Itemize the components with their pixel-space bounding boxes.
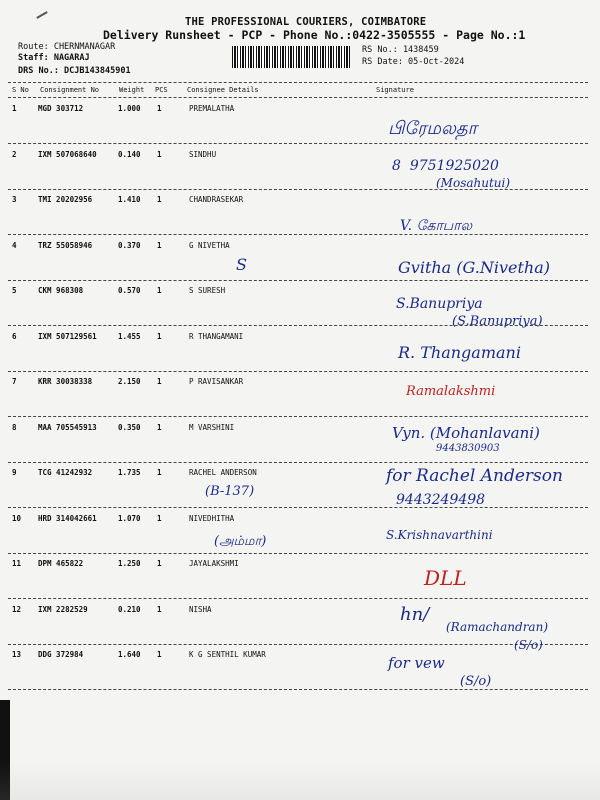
row-consignment-no: KRR 30038338 <box>38 377 93 386</box>
staff-label: Staff: NAGARAJ <box>18 53 90 63</box>
row-consignee: PREMALATHA <box>189 104 235 113</box>
row-divider <box>8 234 588 235</box>
row-divider <box>8 371 588 372</box>
row-weight: 0.570 <box>118 286 141 295</box>
row-consignment-no: TMI 20202956 <box>38 195 93 204</box>
row-consignee: CHANDRASEKAR <box>189 195 244 204</box>
row-pcs: 1 <box>157 513 162 523</box>
scan-mark <box>36 11 47 19</box>
row-divider <box>8 280 588 281</box>
row-sno: 8 <box>12 422 17 432</box>
row-pcs: 1 <box>157 286 162 295</box>
row-divider <box>8 598 588 599</box>
row-consignee: SINDHU <box>189 149 217 159</box>
header-divider-bottom <box>8 97 588 98</box>
row-pcs: 1 <box>157 468 162 477</box>
row-consignee: G NIVETHA <box>189 240 230 250</box>
row-pcs: 1 <box>157 240 162 250</box>
row-pcs: 1 <box>157 422 162 432</box>
signature-2-name: (Mosahutui) <box>436 176 511 190</box>
company-title: THE PROFESSIONAL COURIERS, COIMBATORE <box>185 16 427 28</box>
barcode <box>232 46 350 68</box>
header-divider-top <box>8 82 588 83</box>
signature-5: S.Banupriya <box>396 296 483 312</box>
row-consignee: K G SENTHIL KUMAR <box>189 650 266 659</box>
signature-2-phone: 9751925020 <box>409 158 499 174</box>
signature-2: 8 9751925020 <box>392 158 499 174</box>
signature-7: Ramalakshmi <box>406 384 496 399</box>
col-header-consignment: Consignment No <box>40 86 100 94</box>
row-divider <box>8 507 588 508</box>
row-weight: 0.350 <box>118 422 141 432</box>
row-weight: 1.070 <box>118 513 141 523</box>
signature-12: (Ramachandran) <box>446 620 548 634</box>
row-sno: 5 <box>12 286 17 295</box>
rs-number: RS No.: 1438459 <box>362 45 439 55</box>
signature-4-name: (G.Nivetha) <box>456 258 550 277</box>
signature-5-name: (S.Banupriya) <box>452 314 543 329</box>
row-weight: 1.250 <box>118 559 141 568</box>
signature-12-mark: hn/ <box>400 604 430 625</box>
signature-10-mark: (அம்மா) <box>214 534 267 549</box>
signature-1: பிரேமலதா <box>388 118 478 139</box>
rs-date: RS Date: 05-Oct-2024 <box>362 57 465 67</box>
row-consignee: JAYALAKSHMI <box>189 559 239 568</box>
row-consignment-no: IXM 507129561 <box>38 331 97 341</box>
row-consignment-no: DDG 372984 <box>38 650 84 659</box>
row-sno: 6 <box>12 331 17 341</box>
signature-4-mark: S <box>236 255 247 274</box>
row-consignment-no: CKM 968308 <box>38 286 84 295</box>
row-consignment-no: DPM 465822 <box>38 559 84 568</box>
row-sno: 2 <box>12 149 17 159</box>
signature-4: Gvitha (G.Nivetha) <box>398 258 550 277</box>
scan-smudge <box>0 760 600 800</box>
route-label: Route: CHERNMANAGAR <box>18 42 116 52</box>
row-sno: 9 <box>12 468 17 477</box>
row-consignment-no: IXM 2282529 <box>38 604 88 614</box>
signature-10: S.Krishnavarthini <box>386 528 493 542</box>
row-sno: 13 <box>12 650 22 659</box>
signature-6: R. Thangamani <box>398 343 521 362</box>
row-pcs: 1 <box>157 604 162 614</box>
row-divider <box>8 644 588 645</box>
row-divider <box>8 689 588 690</box>
row-consignment-no: TRZ 55058946 <box>38 240 93 250</box>
signature-12-relation: (S/o) <box>514 638 543 652</box>
col-header-weight: Weight <box>119 86 145 94</box>
signature-9: for Rachel Anderson <box>386 466 563 486</box>
col-header-signature: Signature <box>376 86 414 94</box>
signature-11: DLL <box>424 566 467 590</box>
row-pcs: 1 <box>157 331 162 341</box>
row-consignee: P RAVISANKAR <box>189 377 244 386</box>
row-pcs: 1 <box>157 559 162 568</box>
row-weight: 0.210 <box>118 604 141 614</box>
signature-13-relation: (S/o) <box>460 674 492 689</box>
row-consignee: M VARSHINI <box>189 422 235 432</box>
row-pcs: 1 <box>157 104 162 113</box>
row-consignee: RACHEL ANDERSON <box>189 468 257 477</box>
row-consignment-no: TCG 41242932 <box>38 468 93 477</box>
row-weight: 1.410 <box>118 195 141 204</box>
signature-9-mark: (B-137) <box>205 484 255 499</box>
col-header-consignee: Consignee Details <box>187 86 259 94</box>
row-pcs: 1 <box>157 377 162 386</box>
row-sno: 7 <box>12 377 17 386</box>
row-pcs: 1 <box>157 195 162 204</box>
row-consignment-no: HRD 314042661 <box>38 513 97 523</box>
signature-13: for vew <box>388 654 445 672</box>
row-sno: 11 <box>12 559 22 568</box>
row-consignee: S SURESH <box>189 286 226 295</box>
row-weight: 1.735 <box>118 468 141 477</box>
row-divider <box>8 462 588 463</box>
signature-9-phone: 9443249498 <box>396 492 486 508</box>
row-sno: 1 <box>12 104 17 113</box>
row-sno: 10 <box>12 513 22 523</box>
row-consignment-no: MAA 705545913 <box>38 422 97 432</box>
row-pcs: 1 <box>157 149 162 159</box>
row-pcs: 1 <box>157 650 162 659</box>
row-divider <box>8 416 588 417</box>
row-weight: 1.640 <box>118 650 141 659</box>
row-weight: 0.370 <box>118 240 141 250</box>
col-header-sno: S No <box>12 86 29 94</box>
row-consignment-no: MGD 303712 <box>38 104 84 113</box>
row-sno: 3 <box>12 195 17 204</box>
drs-number: DRS No.: DCJB143845901 <box>18 66 131 76</box>
runsheet-subtitle: Delivery Runsheet - PCP - Phone No.:0422-3505555 - Page No.:1 <box>103 28 526 42</box>
row-weight: 0.140 <box>118 149 141 159</box>
signature-8-phone: 9443830903 <box>436 443 500 454</box>
row-consignment-no: IXM 507068640 <box>38 149 97 159</box>
row-consignee: R THANGAMANI <box>189 331 244 341</box>
row-weight: 2.150 <box>118 377 141 386</box>
row-weight: 1.455 <box>118 331 141 341</box>
signature-8-name: (Mohanlavani) <box>429 424 540 442</box>
row-weight: 1.000 <box>118 104 141 113</box>
row-consignee: NISHA <box>189 604 212 614</box>
signature-3: V. கோபால <box>400 218 473 234</box>
row-consignee: NIVEDHITHA <box>189 513 235 523</box>
row-sno: 4 <box>12 240 17 250</box>
col-header-pcs: PCS <box>155 86 168 94</box>
row-divider <box>8 553 588 554</box>
row-divider <box>8 143 588 144</box>
row-sno: 12 <box>12 604 22 614</box>
signature-8: Vyn. (Mohanlavani) <box>392 424 540 442</box>
